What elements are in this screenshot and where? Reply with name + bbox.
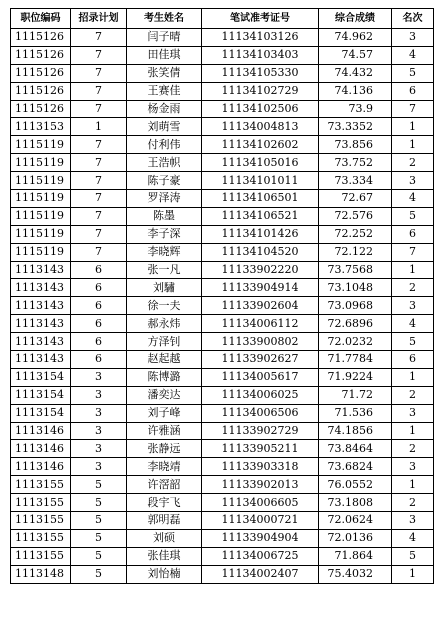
cell-recruit-plan: 7: [71, 46, 127, 64]
cell-exam-ticket: 11134006605: [202, 494, 319, 512]
cell-recruit-plan: 5: [71, 476, 127, 494]
cell-exam-ticket: 11133903318: [202, 458, 319, 476]
cell-total-score: 74.1856: [319, 422, 392, 440]
cell-total-score: 74.962: [319, 29, 392, 47]
cell-candidate-name: 田佳琪: [127, 46, 202, 64]
cell-total-score: 71.7784: [319, 351, 392, 369]
header-rank: 名次: [392, 9, 434, 29]
cell-candidate-name: 郭明磊: [127, 512, 202, 530]
cell-candidate-name: 刘驌: [127, 279, 202, 297]
cell-recruit-plan: 7: [71, 100, 127, 118]
cell-rank: 1: [392, 118, 434, 136]
cell-position-code: 1115119: [11, 154, 71, 172]
cell-position-code: 1113146: [11, 458, 71, 476]
cell-rank: 6: [392, 82, 434, 100]
cell-total-score: 73.1808: [319, 494, 392, 512]
cell-exam-ticket: 11133902627: [202, 351, 319, 369]
cell-candidate-name: 王浩帜: [127, 154, 202, 172]
cell-exam-ticket: 11134105016: [202, 154, 319, 172]
table-row: [11, 547, 434, 565]
header-position-code: 职位编码: [11, 9, 71, 29]
cell-total-score: 73.8464: [319, 440, 392, 458]
cell-exam-ticket: 11134106501: [202, 190, 319, 208]
cell-rank: 3: [392, 29, 434, 47]
cell-exam-ticket: 11134106521: [202, 207, 319, 225]
cell-recruit-plan: 6: [71, 333, 127, 351]
cell-rank: 5: [392, 547, 434, 565]
cell-position-code: 1113143: [11, 279, 71, 297]
cell-recruit-plan: 6: [71, 315, 127, 333]
cell-exam-ticket: 11134000721: [202, 512, 319, 530]
cell-total-score: 72.6896: [319, 315, 392, 333]
cell-exam-ticket: 11134102729: [202, 82, 319, 100]
cell-position-code: 1113146: [11, 422, 71, 440]
table-row: [11, 100, 434, 118]
cell-exam-ticket: 11134004813: [202, 118, 319, 136]
table-row: [11, 368, 434, 386]
cell-candidate-name: 张静远: [127, 440, 202, 458]
table-row: [11, 118, 434, 136]
cell-recruit-plan: 5: [71, 512, 127, 530]
header-recruit-plan: 招录计划: [71, 9, 127, 29]
cell-exam-ticket: 11133900802: [202, 333, 319, 351]
cell-total-score: 73.6824: [319, 458, 392, 476]
cell-candidate-name: 郝永炜: [127, 315, 202, 333]
table-row: [11, 297, 434, 315]
cell-total-score: 73.752: [319, 154, 392, 172]
cell-candidate-name: 刘硕: [127, 529, 202, 547]
cell-exam-ticket: 11133905211: [202, 440, 319, 458]
cell-candidate-name: 刘子峰: [127, 404, 202, 422]
score-table: [10, 8, 434, 584]
cell-position-code: 1113154: [11, 368, 71, 386]
cell-position-code: 1115126: [11, 46, 71, 64]
cell-candidate-name: 王赛佳: [127, 82, 202, 100]
cell-position-code: 1113154: [11, 386, 71, 404]
cell-position-code: 1115126: [11, 82, 71, 100]
cell-exam-ticket: 11133904904: [202, 529, 319, 547]
cell-rank: 1: [392, 422, 434, 440]
cell-candidate-name: 李晓辉: [127, 243, 202, 261]
cell-recruit-plan: 5: [71, 529, 127, 547]
cell-total-score: 72.67: [319, 190, 392, 208]
table-row: [11, 82, 434, 100]
cell-recruit-plan: 7: [71, 172, 127, 190]
header-exam-ticket: 笔试准考证号: [202, 9, 319, 29]
cell-exam-ticket: 11134002407: [202, 565, 319, 583]
table-row: [11, 440, 434, 458]
cell-position-code: 1115119: [11, 136, 71, 154]
cell-position-code: 1115119: [11, 190, 71, 208]
cell-total-score: 74.432: [319, 64, 392, 82]
cell-exam-ticket: 11134102506: [202, 100, 319, 118]
cell-total-score: 73.9: [319, 100, 392, 118]
cell-position-code: 1113143: [11, 315, 71, 333]
cell-exam-ticket: 11134104520: [202, 243, 319, 261]
cell-exam-ticket: 11134105330: [202, 64, 319, 82]
cell-exam-ticket: 11134102602: [202, 136, 319, 154]
cell-position-code: 1115119: [11, 225, 71, 243]
cell-position-code: 1113155: [11, 476, 71, 494]
cell-rank: 6: [392, 351, 434, 369]
cell-exam-ticket: 11134006112: [202, 315, 319, 333]
cell-exam-ticket: 11133902220: [202, 261, 319, 279]
cell-candidate-name: 刘怡楠: [127, 565, 202, 583]
cell-rank: 1: [392, 368, 434, 386]
cell-position-code: 1113155: [11, 494, 71, 512]
cell-exam-ticket: 11134006725: [202, 547, 319, 565]
cell-total-score: 71.72: [319, 386, 392, 404]
cell-candidate-name: 许雅涵: [127, 422, 202, 440]
cell-total-score: 72.252: [319, 225, 392, 243]
cell-candidate-name: 李子深: [127, 225, 202, 243]
cell-rank: 7: [392, 100, 434, 118]
cell-position-code: 1115126: [11, 64, 71, 82]
cell-total-score: 73.334: [319, 172, 392, 190]
cell-total-score: 71.864: [319, 547, 392, 565]
cell-exam-ticket: 11134006025: [202, 386, 319, 404]
cell-candidate-name: 许滘韶: [127, 476, 202, 494]
cell-position-code: 1115119: [11, 172, 71, 190]
cell-candidate-name: 刘萌雪: [127, 118, 202, 136]
cell-candidate-name: 陈博潞: [127, 368, 202, 386]
cell-rank: 3: [392, 297, 434, 315]
table-row: [11, 261, 434, 279]
cell-rank: 2: [392, 279, 434, 297]
cell-recruit-plan: 3: [71, 422, 127, 440]
table-body: [11, 29, 434, 584]
cell-exam-ticket: 11133902013: [202, 476, 319, 494]
table-row: [11, 207, 434, 225]
table-row: [11, 136, 434, 154]
cell-recruit-plan: 6: [71, 297, 127, 315]
cell-exam-ticket: 11134103126: [202, 29, 319, 47]
cell-recruit-plan: 3: [71, 440, 127, 458]
cell-position-code: 1113154: [11, 404, 71, 422]
cell-rank: 5: [392, 207, 434, 225]
cell-total-score: 75.4032: [319, 565, 392, 583]
cell-rank: 3: [392, 458, 434, 476]
cell-rank: 3: [392, 172, 434, 190]
table-row: [11, 494, 434, 512]
cell-rank: 4: [392, 529, 434, 547]
cell-position-code: 1113143: [11, 333, 71, 351]
table-row: [11, 64, 434, 82]
cell-total-score: 72.122: [319, 243, 392, 261]
cell-candidate-name: 潘奕达: [127, 386, 202, 404]
table-row: [11, 225, 434, 243]
cell-position-code: 1113148: [11, 565, 71, 583]
cell-position-code: 1113146: [11, 440, 71, 458]
cell-recruit-plan: 7: [71, 243, 127, 261]
cell-rank: 4: [392, 190, 434, 208]
cell-rank: 4: [392, 315, 434, 333]
cell-position-code: 1113143: [11, 297, 71, 315]
cell-position-code: 1115119: [11, 207, 71, 225]
cell-exam-ticket: 11133902729: [202, 422, 319, 440]
cell-total-score: 73.7568: [319, 261, 392, 279]
cell-recruit-plan: 7: [71, 190, 127, 208]
table-row: [11, 458, 434, 476]
cell-candidate-name: 杨金雨: [127, 100, 202, 118]
cell-recruit-plan: 7: [71, 82, 127, 100]
cell-exam-ticket: 11134005617: [202, 368, 319, 386]
cell-rank: 1: [392, 261, 434, 279]
cell-recruit-plan: 6: [71, 261, 127, 279]
cell-recruit-plan: 5: [71, 565, 127, 583]
cell-position-code: 1113143: [11, 261, 71, 279]
cell-recruit-plan: 3: [71, 368, 127, 386]
cell-recruit-plan: 7: [71, 29, 127, 47]
table-row: [11, 154, 434, 172]
cell-position-code: 1115126: [11, 29, 71, 47]
cell-position-code: 1113155: [11, 547, 71, 565]
header-total-score: 综合成绩: [319, 9, 392, 29]
cell-position-code: 1113143: [11, 351, 71, 369]
table-row: [11, 243, 434, 261]
table-row: [11, 29, 434, 47]
cell-recruit-plan: 6: [71, 351, 127, 369]
cell-position-code: 1113155: [11, 529, 71, 547]
cell-rank: 3: [392, 404, 434, 422]
cell-recruit-plan: 7: [71, 154, 127, 172]
table-row: [11, 529, 434, 547]
cell-position-code: 1115126: [11, 100, 71, 118]
cell-total-score: 72.0136: [319, 529, 392, 547]
cell-position-code: 1113153: [11, 118, 71, 136]
cell-total-score: 76.0552: [319, 476, 392, 494]
cell-candidate-name: 闫子晴: [127, 29, 202, 47]
cell-rank: 2: [392, 154, 434, 172]
cell-rank: 5: [392, 333, 434, 351]
cell-total-score: 74.57: [319, 46, 392, 64]
cell-rank: 1: [392, 476, 434, 494]
cell-candidate-name: 张笑倩: [127, 64, 202, 82]
table-row: [11, 351, 434, 369]
cell-rank: 5: [392, 64, 434, 82]
cell-rank: 4: [392, 46, 434, 64]
cell-candidate-name: 张一凡: [127, 261, 202, 279]
cell-recruit-plan: 7: [71, 136, 127, 154]
cell-rank: 2: [392, 386, 434, 404]
cell-total-score: 72.576: [319, 207, 392, 225]
cell-position-code: 1113155: [11, 512, 71, 530]
cell-exam-ticket: 11134006506: [202, 404, 319, 422]
cell-total-score: 73.1048: [319, 279, 392, 297]
cell-candidate-name: 段宇飞: [127, 494, 202, 512]
cell-rank: 3: [392, 512, 434, 530]
cell-total-score: 74.136: [319, 82, 392, 100]
table-row: [11, 279, 434, 297]
table-row: [11, 565, 434, 583]
cell-exam-ticket: 11133904914: [202, 279, 319, 297]
cell-candidate-name: 罗泽涛: [127, 190, 202, 208]
cell-recruit-plan: 1: [71, 118, 127, 136]
cell-recruit-plan: 7: [71, 64, 127, 82]
table-row: [11, 404, 434, 422]
cell-candidate-name: 陈子豪: [127, 172, 202, 190]
cell-recruit-plan: 7: [71, 225, 127, 243]
cell-total-score: 73.3352: [319, 118, 392, 136]
table-row: [11, 46, 434, 64]
cell-recruit-plan: 6: [71, 279, 127, 297]
table-row: [11, 422, 434, 440]
table-row: [11, 190, 434, 208]
table-row: [11, 476, 434, 494]
table-row: [11, 512, 434, 530]
cell-rank: 6: [392, 225, 434, 243]
cell-recruit-plan: 3: [71, 386, 127, 404]
cell-exam-ticket: 11134103403: [202, 46, 319, 64]
cell-rank: 2: [392, 494, 434, 512]
cell-rank: 2: [392, 440, 434, 458]
cell-recruit-plan: 7: [71, 207, 127, 225]
cell-candidate-name: 赵起越: [127, 351, 202, 369]
cell-candidate-name: 李晓靖: [127, 458, 202, 476]
cell-candidate-name: 徐一夫: [127, 297, 202, 315]
cell-candidate-name: 张佳琪: [127, 547, 202, 565]
cell-recruit-plan: 3: [71, 458, 127, 476]
cell-exam-ticket: 11134101011: [202, 172, 319, 190]
cell-total-score: 71.536: [319, 404, 392, 422]
cell-total-score: 73.0968: [319, 297, 392, 315]
table-row: [11, 172, 434, 190]
cell-recruit-plan: 5: [71, 547, 127, 565]
cell-exam-ticket: 11133902604: [202, 297, 319, 315]
cell-total-score: 72.0232: [319, 333, 392, 351]
header-candidate-name: 考生姓名: [127, 9, 202, 29]
cell-exam-ticket: 11134101426: [202, 225, 319, 243]
table-row: [11, 386, 434, 404]
table-row: [11, 315, 434, 333]
cell-rank: 7: [392, 243, 434, 261]
cell-recruit-plan: 5: [71, 494, 127, 512]
cell-total-score: 71.9224: [319, 368, 392, 386]
cell-candidate-name: 付利伟: [127, 136, 202, 154]
cell-rank: 1: [392, 136, 434, 154]
table-row: [11, 333, 434, 351]
cell-total-score: 73.856: [319, 136, 392, 154]
cell-recruit-plan: 3: [71, 404, 127, 422]
cell-position-code: 1115119: [11, 243, 71, 261]
header-row: [11, 9, 434, 29]
cell-candidate-name: 陈墨: [127, 207, 202, 225]
cell-total-score: 72.0624: [319, 512, 392, 530]
cell-candidate-name: 方泽钊: [127, 333, 202, 351]
cell-rank: 1: [392, 565, 434, 583]
